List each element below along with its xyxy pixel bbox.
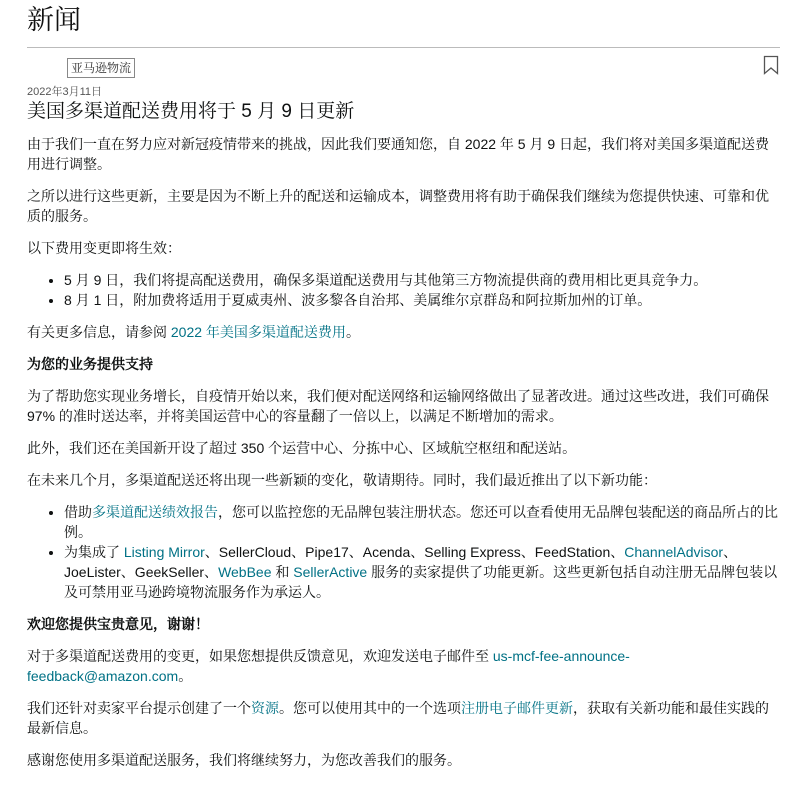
article-title: 美国多渠道配送费用将于 5 月 9 日更新 [27,101,355,122]
paragraph-feedback [27,646,780,686]
text: 借助 [64,504,92,520]
paragraph-changes: 以下费用变更即将生效： [27,240,181,256]
article-meta-row [27,48,780,82]
article-date: 2022年3月11日 [27,86,103,98]
selleractive-link[interactable]: SellerActive [293,564,368,580]
webbee-link[interactable]: WebBee [218,564,272,580]
paragraph-resources [27,698,780,738]
performance-report-link[interactable]: 多渠道配送绩效报告 [92,504,218,520]
features-list [27,502,780,602]
list-item: • 5 月 9 日，我们将提高配送费用，确保多渠道配送费用与其他第三方物流提供商的费用相比更具竞争力。 [64,270,780,290]
category-tag[interactable]: 亚马逊物流 [67,58,135,78]
text: 我们还针对卖家平台提示创建了一个 [27,700,251,716]
paragraph-new-centers: 此外，我们还在美国新开设了超过 350 个运营中心、分拣中心、区域航空枢纽和配送站。 [27,440,577,456]
text: 。您可以使用其中的一个选项 [279,700,461,716]
text: ，获取有关新功能和最佳实践的最新信息。 [27,700,769,736]
text: 为集成了 [64,544,124,560]
text: 对于多渠道配送费用的变更，如果您想提供反馈意见，欢迎发送电子邮件至 [27,648,493,664]
fees-link[interactable]: 2022 年美国多渠道配送费用 [170,324,346,340]
section-heading-feedback: 欢迎您提供宝贵意见，谢谢！ [27,616,209,632]
section-heading-support: 为您的业务提供支持 [27,356,153,372]
resource-link[interactable]: 资源 [251,700,279,716]
text: ，您可以监控您的无品牌包装注册状态。您还可以查看使用无品牌包装配送的商品所占的比例。 [64,504,778,540]
text: 。 [178,668,193,684]
listing-mirror-link[interactable]: Listing Mirror [123,544,205,560]
channeladvisor-link[interactable]: ChannelAdvisor [624,544,724,560]
text: 有关更多信息，请参阅 [27,324,171,340]
paragraph-reason: 之所以进行这些更新，主要是因为不断上升的配送和运输成本，调整费用将有助于确保我们继续为您提供快速、可靠和优质的服务。 [27,188,769,224]
list-item: • 8 月 1 日，附加费将适用于夏威夷州、波多黎各自治邦、美属维尔京群岛和阿拉斯加州的订单。 [64,290,780,310]
list-item [64,542,780,602]
email-signup-link[interactable]: 注册电子邮件更新 [461,700,573,716]
text: 和 [271,564,294,580]
text: 。 [345,324,360,340]
list-item [64,502,780,542]
text: 、SellerCloud、Pipe17、Acenda、Selling Express、FeedStation、 [204,544,625,560]
text: 服务的卖家提供了功能更新。这些更新包括自动注册无品牌包装以及可禁用亚马逊跨境物流服务作为承运人。 [64,564,778,600]
fee-changes-list [27,270,780,310]
feedback-email-link[interactable]: us-mcf-fee-announce-feedback@amazon.com [27,648,630,684]
paragraph-intro: 由于我们一直在努力应对新冠疫情带来的挑战，因此我们要通知您，自 2022 年 5 月 9 日起，我们将对美国多渠道配送费用进行调整。 [27,136,770,172]
page-title: 新闻 [27,5,81,35]
paragraph-new-features: 在未来几个月，多渠道配送还将出现一些新颖的变化，敬请期待。同时，我们最近推出了以下新功能： [27,472,657,488]
paragraph-improvements: 为了帮助您实现业务增长，自疫情开始以来，我们便对配送网络和运输网络做出了显著改进。通过这些改进，我们可确保 97% 的准时送达率，并将美国运营中心的容量翻了一倍以上，以满足不断增加的需求。 [27,388,769,424]
paragraph-more-info [27,322,780,342]
bookmark-icon[interactable] [763,55,779,75]
text: 、JoeLister、GeekSeller、 [64,544,738,580]
paragraph-thanks: 感谢您使用多渠道配送服务，我们将继续努力，为您改善我们的服务。 [27,752,461,768]
